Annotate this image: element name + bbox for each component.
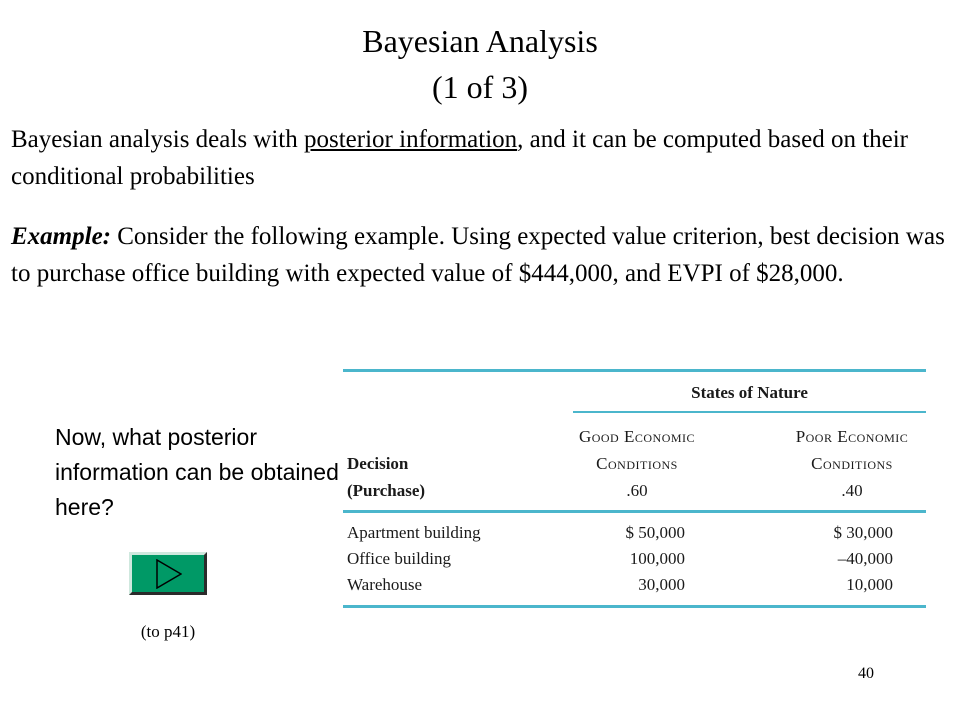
- cell-apartment-good: $ 50,000: [625, 523, 685, 542]
- example-paragraph: [11, 218, 951, 292]
- cell-office-poor: –40,000: [837, 549, 893, 568]
- row-label-warehouse: Warehouse: [347, 575, 423, 594]
- poor-conditions-probability: .40: [841, 481, 863, 500]
- intro-paragraph: [11, 121, 951, 195]
- nav-caption: (to p41): [140, 622, 196, 641]
- table-bottom-rule: [343, 605, 926, 608]
- play-triangle-icon: [156, 559, 182, 589]
- table-top-rule: [343, 369, 926, 372]
- table-header-rule: [343, 510, 926, 513]
- purchase-header: (Purchase): [347, 481, 426, 500]
- page-number: 40: [858, 665, 874, 682]
- intro-text-prefix: Bayesian analysis deals with: [11, 126, 304, 153]
- posterior-information-term: posterior information: [304, 126, 518, 153]
- slide-title-line2: (1 of 3): [432, 69, 528, 105]
- cell-warehouse-poor: 10,000: [846, 575, 893, 594]
- states-of-nature-header: States of Nature: [691, 383, 808, 402]
- poor-conditions-header-line1: Poor Economic: [795, 427, 909, 446]
- decision-header: Decision: [347, 454, 409, 473]
- question-text: Now, what posterior information can be obtained here?: [55, 424, 339, 520]
- good-conditions-header-line1: Good Economic: [578, 427, 696, 446]
- cell-apartment-poor: $ 30,000: [833, 523, 893, 542]
- good-conditions-probability: .60: [626, 481, 648, 500]
- row-label-apartment: Apartment building: [347, 523, 481, 542]
- example-text: Consider the following example. Using expected value criterion, best decision was to purchase office building with expected value of $444,000, and EVPI of $28,000.: [11, 223, 945, 287]
- good-conditions-header-line2: Conditions: [596, 454, 678, 473]
- states-header-rule: [573, 411, 926, 413]
- example-label: Example:: [11, 223, 111, 250]
- next-slide-button[interactable]: [129, 552, 207, 595]
- poor-conditions-header-line2: Conditions: [811, 454, 893, 473]
- intro-text-suffix: , and it can be computed based on their conditional probabilities: [11, 126, 909, 190]
- row-label-office: Office building: [347, 549, 452, 568]
- slide-title-line1: Bayesian Analysis: [362, 23, 598, 59]
- payoff-table: [343, 369, 926, 609]
- cell-office-good: 100,000: [629, 549, 685, 568]
- cell-warehouse-good: 30,000: [638, 575, 685, 594]
